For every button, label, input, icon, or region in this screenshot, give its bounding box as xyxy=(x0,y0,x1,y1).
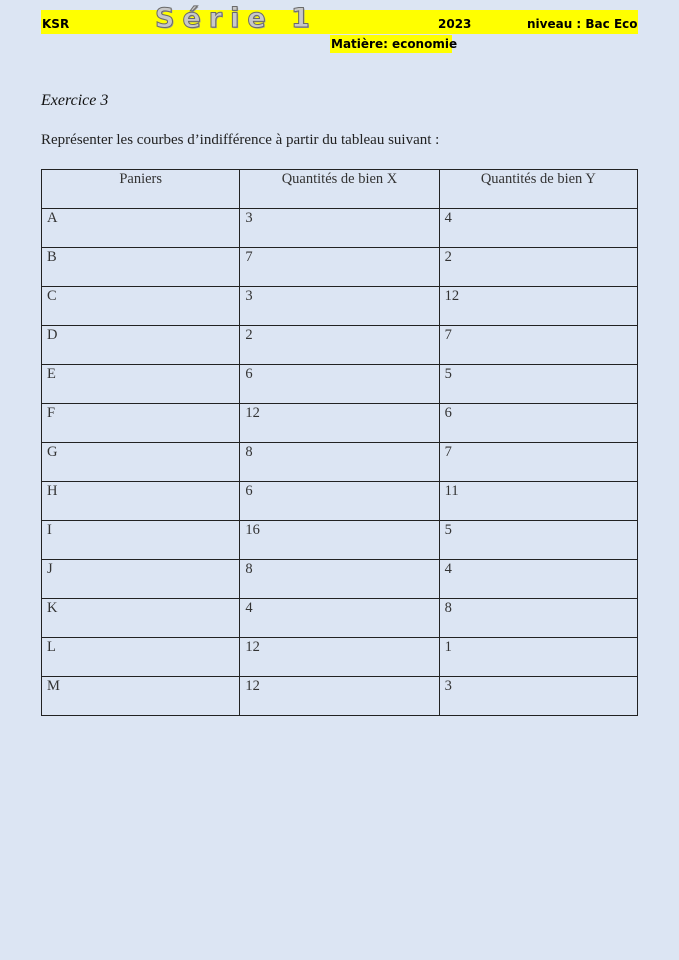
subject-label: Matière: economie xyxy=(331,37,458,51)
quantity-y-cell: 5 xyxy=(439,365,637,404)
basket-cell: A xyxy=(42,209,240,248)
quantity-y-cell: 4 xyxy=(439,209,637,248)
basket-cell: G xyxy=(42,443,240,482)
quantity-x-cell: 16 xyxy=(240,521,439,560)
table-row xyxy=(42,677,638,716)
baskets-table xyxy=(41,169,638,716)
quantity-y-cell: 3 xyxy=(439,677,637,716)
basket-cell: E xyxy=(42,365,240,404)
basket-cell: I xyxy=(42,521,240,560)
table-row xyxy=(42,482,638,521)
quantity-y-cell: 4 xyxy=(439,560,637,599)
column-header-baskets: Paniers xyxy=(42,170,240,209)
table-row xyxy=(42,248,638,287)
quantity-y-cell: 1 xyxy=(439,638,637,677)
year-label: 2023 xyxy=(438,17,472,31)
quantity-x-cell: 8 xyxy=(240,560,439,599)
table-row xyxy=(42,443,638,482)
quantity-y-cell: 6 xyxy=(439,404,637,443)
table-row xyxy=(42,404,638,443)
table-row xyxy=(42,560,638,599)
quantity-x-cell: 8 xyxy=(240,443,439,482)
basket-cell: D xyxy=(42,326,240,365)
quantity-y-cell: 12 xyxy=(439,287,637,326)
level-label: niveau : Bac Eco xyxy=(527,17,638,31)
table-row xyxy=(42,599,638,638)
basket-cell: J xyxy=(42,560,240,599)
table-header-row xyxy=(42,170,638,209)
table-row xyxy=(42,638,638,677)
column-header-quantity-y: Quantités de bien Y xyxy=(439,170,637,209)
quantity-x-cell: 12 xyxy=(240,677,439,716)
quantity-x-cell: 12 xyxy=(240,404,439,443)
quantity-y-cell: 5 xyxy=(439,521,637,560)
quantity-x-cell: 3 xyxy=(240,209,439,248)
quantity-y-cell: 8 xyxy=(439,599,637,638)
quantity-x-cell: 3 xyxy=(240,287,439,326)
exercise-instruction: Représenter les courbes d’indifférence à partir du tableau suivant : xyxy=(41,132,440,148)
quantity-x-cell: 4 xyxy=(240,599,439,638)
quantity-x-cell: 6 xyxy=(240,365,439,404)
table-row xyxy=(42,326,638,365)
table-row xyxy=(42,209,638,248)
quantity-x-cell: 6 xyxy=(240,482,439,521)
quantity-x-cell: 7 xyxy=(240,248,439,287)
series-title: Série 1 xyxy=(155,3,318,34)
basket-cell: H xyxy=(42,482,240,521)
table-row xyxy=(42,365,638,404)
quantity-x-cell: 12 xyxy=(240,638,439,677)
basket-cell: F xyxy=(42,404,240,443)
quantity-y-cell: 11 xyxy=(439,482,637,521)
basket-cell: B xyxy=(42,248,240,287)
table-row xyxy=(42,287,638,326)
quantity-y-cell: 7 xyxy=(439,443,637,482)
quantity-x-cell: 2 xyxy=(240,326,439,365)
basket-cell: M xyxy=(42,677,240,716)
column-header-quantity-x: Quantités de bien X xyxy=(240,170,439,209)
basket-cell: K xyxy=(42,599,240,638)
school-name: KSR xyxy=(42,17,70,31)
basket-cell: L xyxy=(42,638,240,677)
quantity-y-cell: 2 xyxy=(439,248,637,287)
exercise-title: Exercice 3 xyxy=(41,92,109,109)
quantity-y-cell: 7 xyxy=(439,326,637,365)
table-row xyxy=(42,521,638,560)
basket-cell: C xyxy=(42,287,240,326)
